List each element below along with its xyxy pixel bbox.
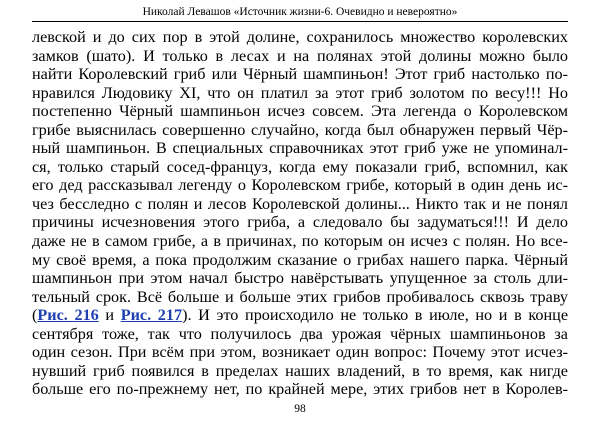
body-text: [32, 28, 568, 399]
text-line: замков (шато). И только в лесах и на полянах этой долины можно было: [32, 46, 568, 65]
conjunction-text: и: [98, 306, 121, 325]
text-line: даже не в самом грибе, а в причинах, по которым он исчез с полян. Но все-: [32, 232, 568, 251]
text-line: сентября тоже, так что получилось два урожая чёрных шампиньонов за: [32, 324, 568, 343]
text-line: один сезон. При всём при этом, возникает один вопрос: Почему этот исчез-: [32, 343, 568, 362]
figure-216-link[interactable]: Рис. 216: [37, 306, 99, 325]
text-line: нравился Людовику XI, что он платил за этот гриб золотом по весу!!! Но: [32, 83, 568, 102]
text-line: больше его по-прежнему нет, по крайней мере, этих грибов нет в Королев-: [32, 380, 568, 399]
header-divider: [32, 21, 568, 22]
text-line: нувший гриб появился в пределах наших владений, в то время, как нигде: [32, 361, 568, 380]
text-line: левской и до сих пор в этой долине, сохранилось множество королевских: [32, 28, 568, 46]
running-header: Николай Левашов «Источник жизни-6. Очевидно и невероятно»: [142, 6, 458, 18]
text-line: его дед рассказывал легенду о Королевском грибе, который в один день ис-: [32, 176, 568, 195]
page-number: 98: [294, 403, 306, 415]
text-line: чез бесследно с полян и лесов Королевской долины... Никто так и не понял: [32, 194, 568, 213]
text-line: му своё время, а пока продолжим сказание о грибах нашего парка. Чёрный: [32, 250, 568, 269]
figure-reference-line: [32, 306, 568, 325]
figure-217-link[interactable]: Рис. 217: [120, 306, 183, 325]
text-line: постепенно Чёрный шампиньон исчез совсем. Эта легенда о Королевском: [32, 102, 568, 121]
text-line: найти Королевский гриб или Чёрный шампиньон! Этот гриб настолько по-: [32, 65, 568, 84]
text-line: тельный срок. Всё больше и больше этих грибов пробивалось сквозь траву: [32, 287, 568, 306]
text-line: грибе выяснилась совершенно случайно, когда был обнаружен первый Чёр-: [32, 120, 568, 139]
text-line: ся, только старый сосед-француз, когда ему показали гриб, вспомнил, как: [32, 157, 568, 176]
text-line: ный шампиньон. В специальных справочниках этот гриб уже не упоминал-: [32, 139, 568, 158]
figure-line-rest: ). И это происходило не только в июле, но и в конце: [182, 306, 569, 325]
text-line: причины исчезновения этого гриба, а следовало бы задуматься!!! И дело: [32, 213, 568, 232]
text-line: шампиньон при этом начал быстро навёрстывать упущенное за столь дли-: [32, 269, 568, 288]
open-paren: (: [32, 306, 38, 325]
